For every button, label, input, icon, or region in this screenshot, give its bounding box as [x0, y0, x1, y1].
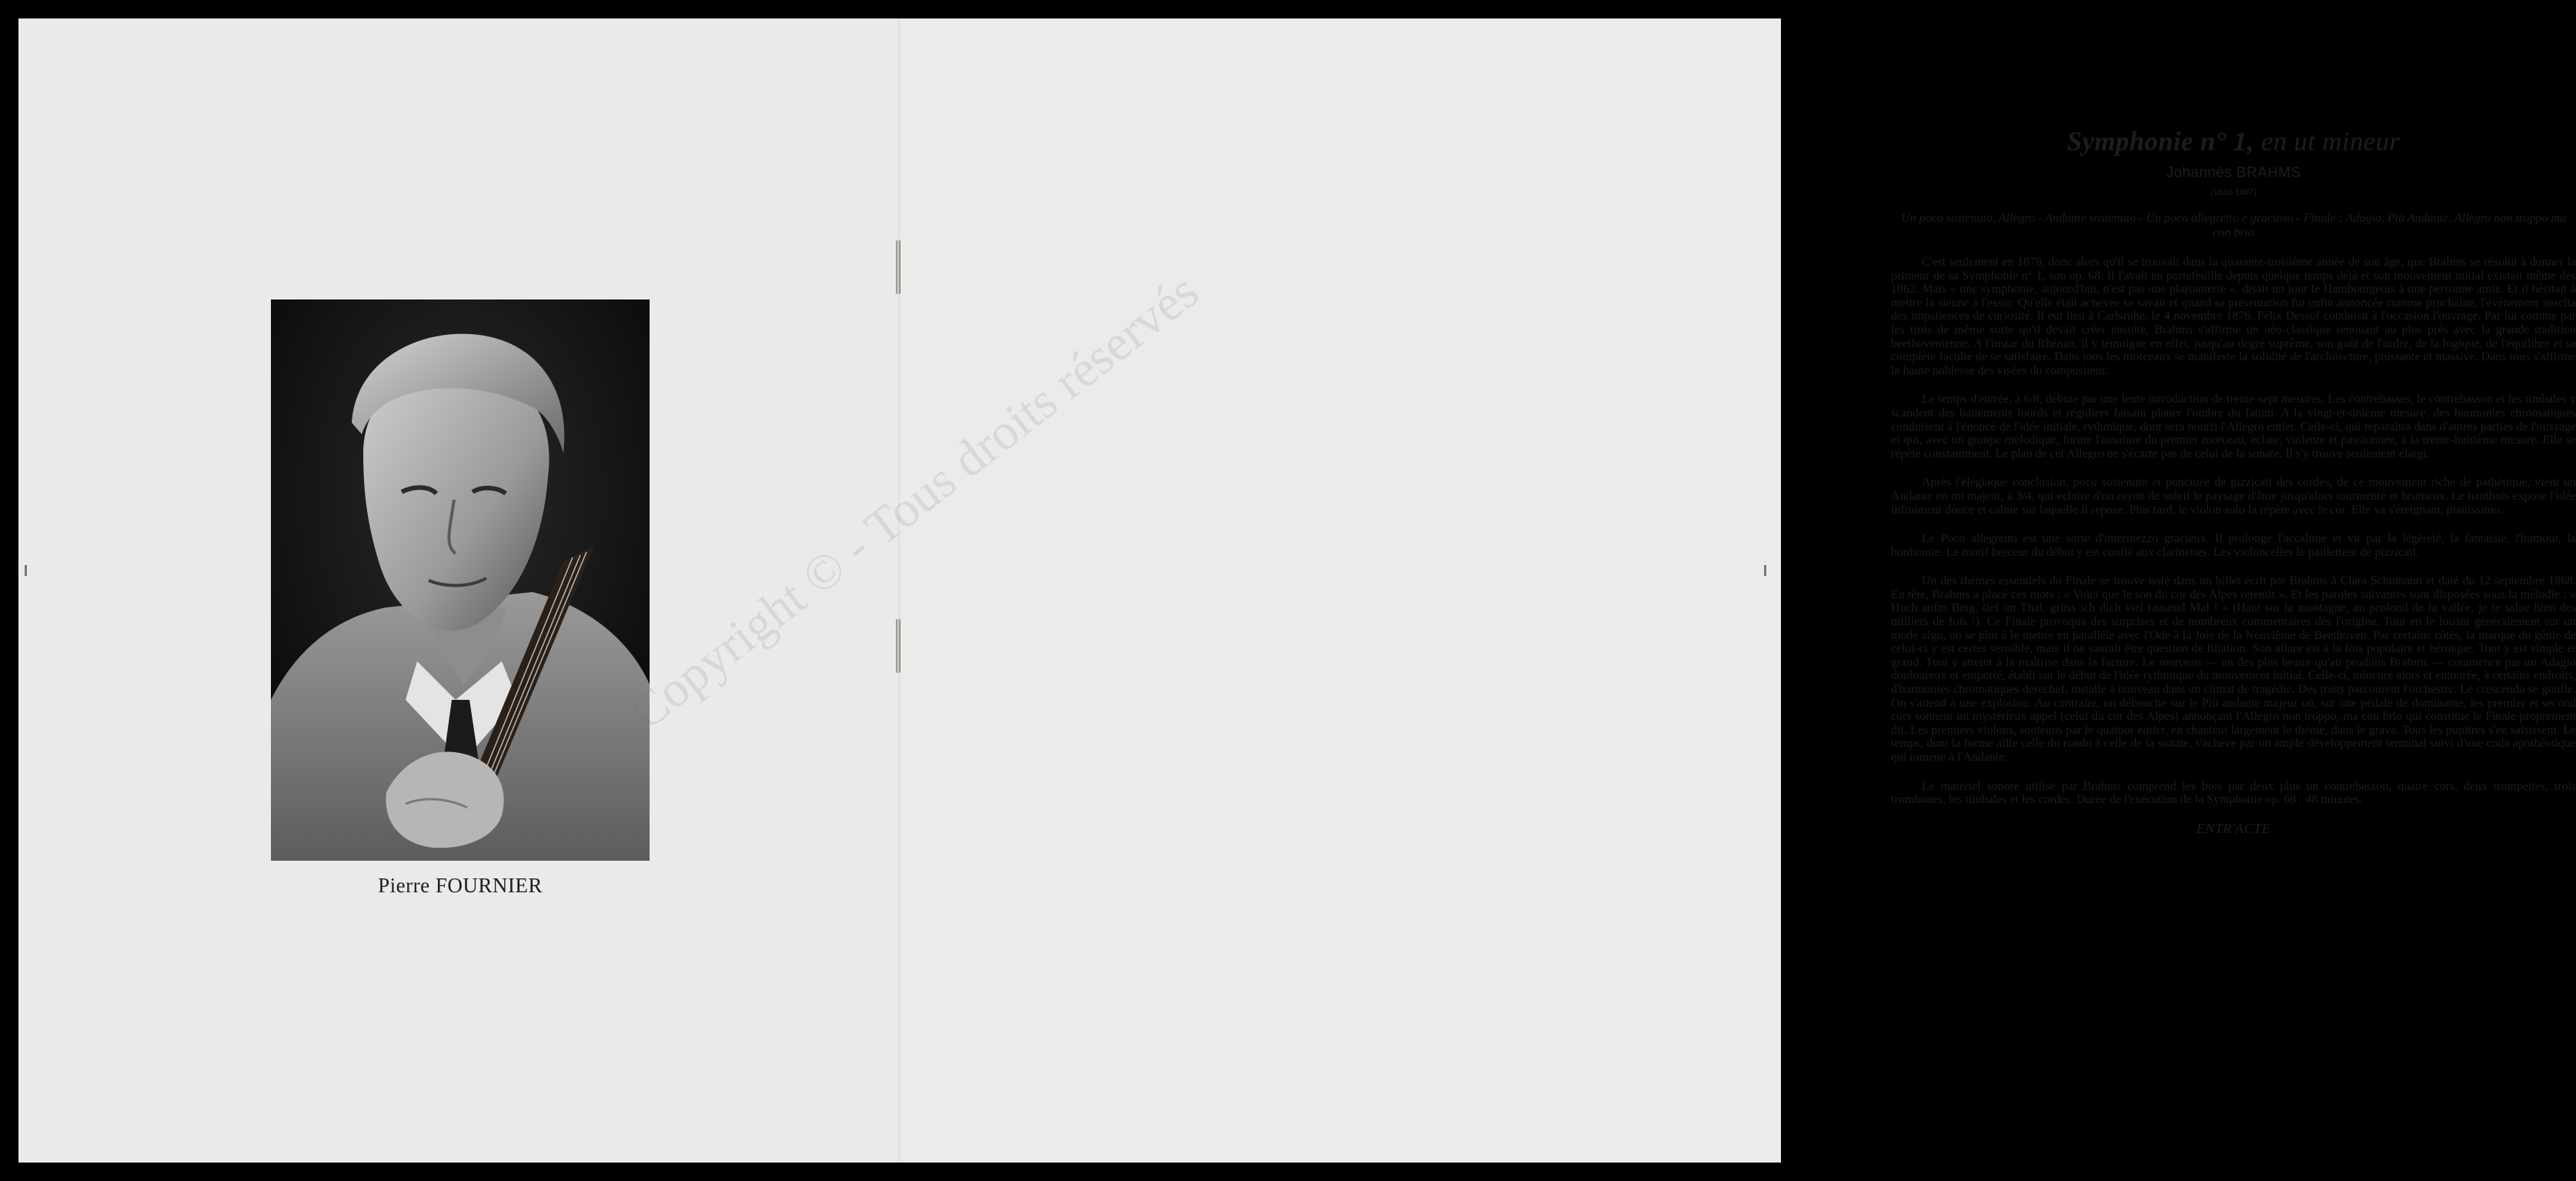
work-title-key: en ut mineur	[2254, 126, 2401, 156]
entracte-label: ENTR'ACTE	[2196, 820, 2271, 836]
work-title	[1891, 126, 2576, 157]
composer-name: Johannès BRAHMS	[2166, 165, 2301, 181]
work-title-main: Symphonie n° 1,	[2066, 126, 2254, 156]
edge-mark	[1764, 565, 1766, 576]
paragraph: Le matériel sonore utilisé par Brahms comprend les bois par deux plus un contrebasson, quatre cors, deux trompettes, trois trombones, les timbales et les cordes. Durée de l'exécution de la Symphonie op. 68 : 48 minutes.	[1891, 779, 2576, 807]
paragraph: Le temps d'entrée, à 6/8, débute par une lente introduction de trente-sept mesures. Les contrebasses, le contrebasson et les timbales y scandent des battements lourds et réguliers faisant planer l'ombre du fatum. A la vingt-et-unième mesure, des harmonies chromatiques conduisent à l'énoncé de l'idée initiale, rythmique, dont sera nourri l'Allegro entier. Celle-ci, qui reparaîtra dans d'autres parties de l'ouvrage et qui, avec un groupe mélodique, forme l'ossature du premier morceau, éclate, violente et passionnée, à la trente-huitième mesure. Elle se répète constamment. Le plan de cet Allegro ne s'écarte pas de celui de la sonate. Il s'y trouve seulement élargi.	[1891, 393, 2576, 460]
left-page	[18, 18, 900, 1163]
paragraph: C'est seulement en 1876, donc alors qu'il se trouvait dans la quarante-troisième année de son âge, que Brahms se résolut à donner la primeur de sa Symphonie n° 1, son op. 68. Il l'avait en portefeuille depuis quelque temps déjà et son mouvement initial existait même dès 1862. Mais « une symphonie, aujourd'hui, n'est pas une plaisanterie », disait un jour le Hambourgeois à une personne amie. Et il hésitait à mettre la sienne à l'essor. Qu'elle était achevée se savait et quand sa présentation fut enfin annoncée comme prochaine, l'événement suscita des impatiences de curiosité. Il eut lieu à Carlsruhe, le 4 novembre 1876. Félix Dessof conduisit à l'occasion l'ouvrage. Par lui comme par les trois de même sorte qu'il devait créer ensuite, Brahms s'affirme un néo-classique renouant au plus près avec la grande tradition beethovenienne. A l'instar du Rhénan, il y témoigne en effet, jusqu'au degré suprême, son goût de l'ordre, de la logique, de l'équilibre et sa complète faculté de se satisfaire. Dans tous les morceaux se manifeste la solidité de l'architecture, puissante et massive. Dans tous s'affirme la haute noblesse des visées du compositeur.	[1891, 256, 2576, 377]
paragraph: Après l'élégiaque conclusion, poco sostenuto et ponctuée de pizzicati des cordes, de ce mouvement riche de pathétique, vient un Andante en mi majeur, à 3/4, qui éclaire d'un rayon de soleil le paysage d'âme jusqu'alors tourmenté et brumeux. Le hautbois expose l'idée infiniment douce et calme sur laquelle il repose. Plus tard, le violon solo la répète avec le cor. Elle va s'éteignant, pianissimo.	[1891, 476, 2576, 517]
photo-caption: Pierre FOURNIER	[378, 874, 543, 897]
portrait-photo	[271, 299, 650, 861]
staple	[896, 240, 900, 294]
spine-fold	[898, 18, 900, 1163]
staple	[896, 619, 900, 673]
paragraph: Un des thèmes essentiels du Finale se trouve noté dans un billet écrit par Brahms à Clara Schumann et daté du 12 septembre 1868. En tête, Brahms a placé ces mots : « Voici que le son du cor des Alpes retentit ». Et les paroles suivantes sont disposées sous la mélodie : « Hoch aufm Berg, tief im Thal, grüss ich dich viel tausend Mal ! » (Haut sur la montagne, au profond de la vallée, je te salue bien des milliers de fois !). Ce Finale provoqua des surprises et de nombreux commentaires dès l'origine. Tout en le louant généralement sur un mode aigu, on se plut à le mettre en parallèle avec l'Ode à la Joie de la Neuvième de Beethoven. Par certains côtés, la marque du génie de celui-ci y est certes sensible, mais il ne saurait être question de filiation. Son allure est à la fois populaire et héroïque. Tout y est simple et grand. Tout y atteint à la maîtrise dans la facture. Le morceau — un des plus beaux qu'ait produits Brahms — commence par un Adagio douloureux et emporté, établi sur le début de l'idée rythmique du mouvement initial. Celle-ci, mineure alors et entourée, à certains endroits, d'harmonies chromatiques derechef, installe à nouveau dans un climat de tragédie. Des traits parcourent l'orchestre. Le crescendo se gonfle. On s'attend à une explosion. Au contraire, on débouche sur le Più andante majeur où, sur une pédale de dominante, les premier et second cors sonnent un mystérieux appel (celui du cor des Alpes) annonçant l'Allegro non troppo, ma con brio qui constitue le Finale proprement dit. Les premiers violons, soutenus par le quatuor entier, en chantent largement le thème, dans le grave. Tous les pupitres s'en saisissent. Le temps, dont la forme allie celle du rondo à celle de la sonate, s'achève par un ample développement terminal suivi d'une coda apothéotique qui ramène à l'Andante.	[1891, 574, 2576, 764]
composer-dates: (1833-1897)	[2210, 188, 2257, 197]
notes-body	[1891, 256, 2576, 807]
edge-mark	[25, 565, 27, 576]
cellist-portrait-image	[271, 299, 650, 861]
program-notes	[1891, 126, 2576, 837]
right-page	[900, 18, 2576, 1163]
paragraph: Le Poco allegretto est une sorte d'intermezzo gracieux. Il prolonge l'accalmie et vit par la légèreté, la fantaisie, l'humour, la bonhomie. Le motif berceur du début y est confié aux clarinettes. Les violoncelles le paillettent de pizzicati.	[1891, 532, 2576, 559]
movements-list: Un poco sostenuto, Allegro - Andante sostenuto - Un poco allegretto e gracioso - Finale : Adagio, Più Andante, Allegro non troppo ma con brio	[1900, 212, 2567, 239]
booklet-spread	[18, 18, 2576, 1163]
